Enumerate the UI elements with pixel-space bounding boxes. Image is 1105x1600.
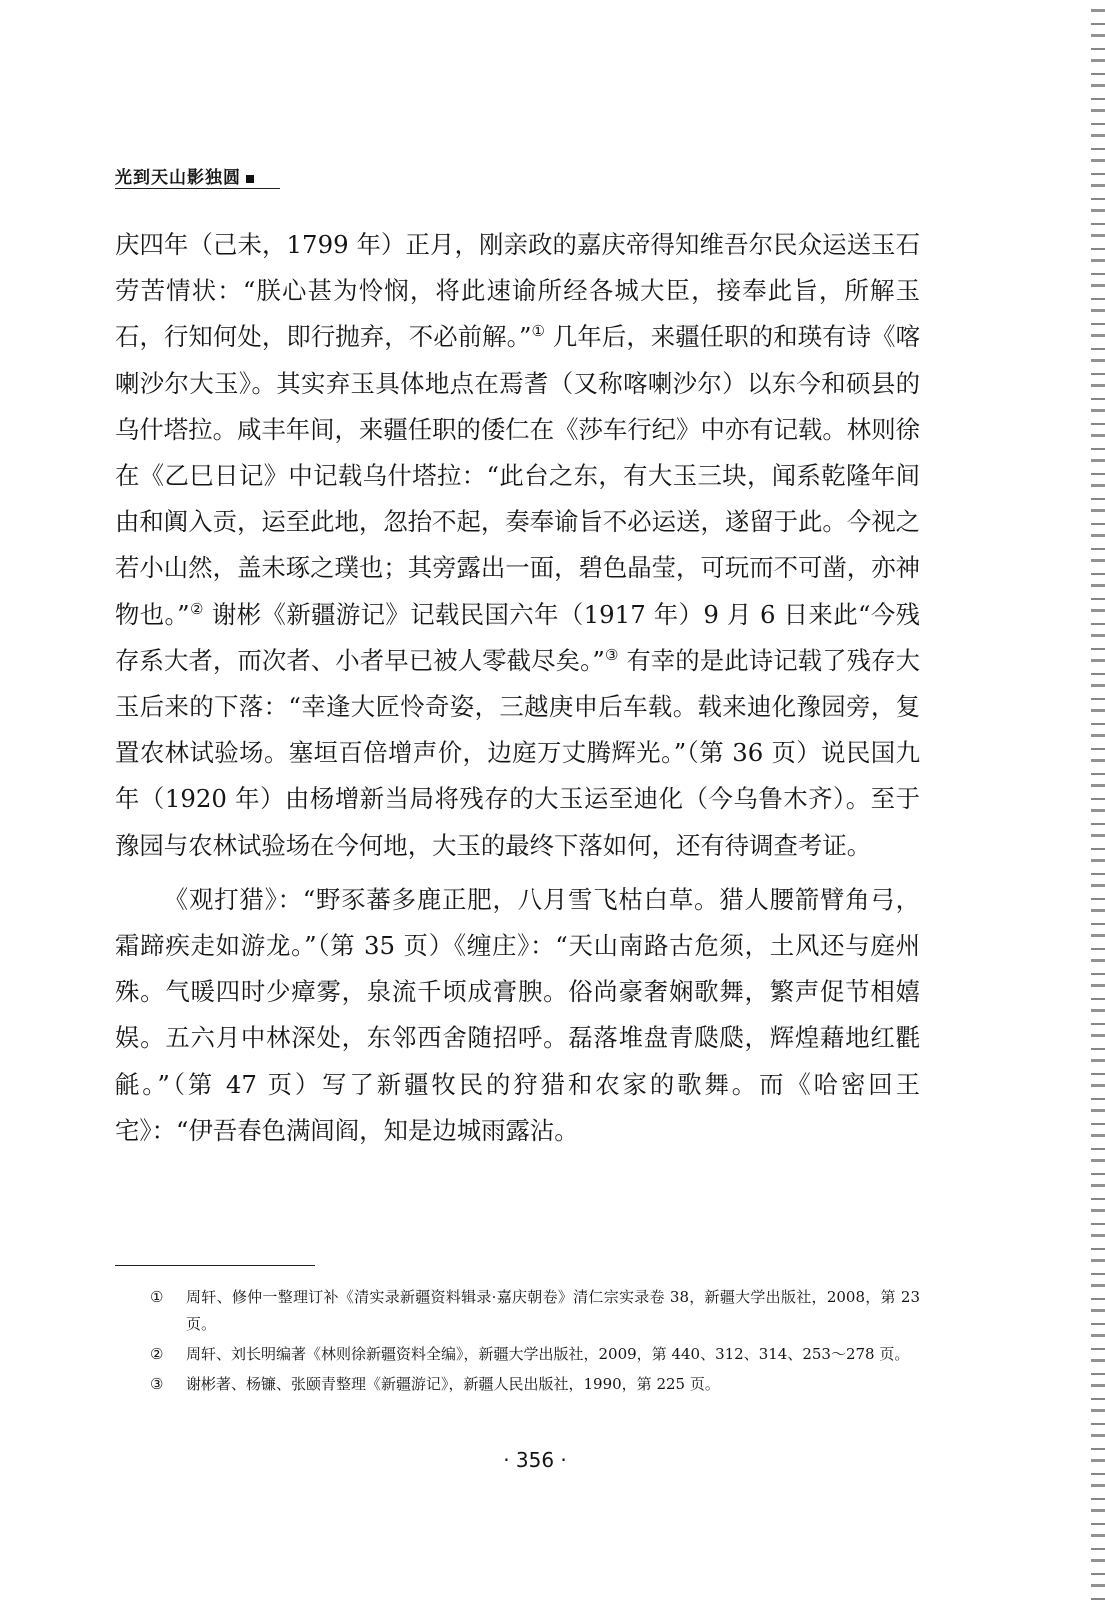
running-head-title: 光到天山影独圆 xyxy=(115,168,241,188)
footnote-text: 周轩、刘长明编著《林则徐新疆资料全编》，新疆大学出版社，2009，第 440、312、314、253～278 页。 xyxy=(186,1345,910,1363)
page-number: · 356 · xyxy=(503,1448,567,1472)
running-head xyxy=(115,163,254,188)
footnote-text: 谢彬著、杨镰、张颐青整理《新疆游记》，新疆人民出版社，1990，第 225 页。 xyxy=(186,1375,720,1393)
paragraph-1-part-c: 谢彬《新疆游记》记载民国六年（1917 年）9 月 6 日来此“今残存系大者，而次者、小者早已被人零截尽矣。” xyxy=(115,599,920,675)
footnote-ref-1[interactable]: ① xyxy=(531,322,546,341)
footnote-number: ③ xyxy=(150,1375,164,1393)
footnote-text: 周轩、修仲一整理订补《清实录新疆资料辑录·嘉庆朝卷》清仁宗实录卷 38，新疆大学出版社，2008，第 23 页。 xyxy=(186,1288,920,1333)
body-text xyxy=(115,222,920,1154)
paragraph-2: 《观打猎》：“野豕蕃多鹿正肥，八月雪飞枯白草。猎人腰箭臂角弓，霜蹄疾走如游龙。”（第 35 页）《缠庄》：“天山南路古危须，土风还与庭州殊。气暖四时少瘴雾，泉流千顷成膏腴。俗尚豪奢娴歌舞，繁声促节相嬉娱。五六月中林深处，东邻西舍随招呼。磊落堆盘青瓞瓞，辉煌藉地红氍毹。”（第 47 页）写了新疆牧民的狩猎和农家的歌舞。而《哈密回王宅》：“伊吾春色满闾阎，知是边城雨露沾。 xyxy=(115,884,920,1145)
footnote-ref-3[interactable]: ③ xyxy=(604,645,619,664)
running-head-rule xyxy=(115,188,280,189)
footnotes xyxy=(150,1284,920,1401)
footnote-ref-2[interactable]: ② xyxy=(189,599,204,618)
footnote-divider xyxy=(115,1265,315,1266)
paragraph-1-part-a: 庆四年（己未，1799 年）正月，刚亲政的嘉庆帝得知维吾尔民众运送玉石劳苦情状：“朕心甚为怜悯，将此速谕所经各城大臣，接奉此旨，所解玉石，行知何处，即行抛弃，不必前解。” xyxy=(115,230,920,352)
footnote-number: ① xyxy=(150,1288,164,1306)
scan-edge-artifact xyxy=(1091,0,1105,1600)
footnote-2 xyxy=(150,1341,920,1368)
paragraph-1 xyxy=(115,222,920,869)
paragraph-1-part-b: 几年后，来疆任职的和瑛有诗《喀喇沙尔大玉》。其实弃玉具体地点在焉耆（又称喀喇沙尔）以东今和硕县的乌什塔拉。咸丰年间，来疆任职的倭仁在《莎车行纪》中亦有记载。林则徐在《乙巳日记》中记载乌什塔拉：“此台之东，有大玉三块，闻系乾隆年间由和阗入贡，运至此地，忽抬不起，奏奉谕旨不必运送，遂留于此。今视之若小山然，盖未琢之璞也；其旁露出一面，碧色晶莹，可玩而不可凿，亦神物也。” xyxy=(115,322,920,629)
footnote-3 xyxy=(150,1371,920,1398)
paragraph-1-part-d: 有幸的是此诗记载了残存大玉后来的下落：“幸逢大匠怜奇姿，三越庚申后车载。载来迪化豫园旁，复置农林试验场。塞垣百倍增声价，边庭万丈腾辉光。”（第 36 页）说民国九年（1920 年）由杨增新当局将残存的大玉运至迪化（今乌鲁木齐）。至于豫园与农林试验场在今何地，大玉的最终下落如何，还有待调查考证。 xyxy=(115,645,920,860)
footnote-1 xyxy=(150,1284,920,1338)
running-head-square-icon xyxy=(246,175,254,183)
footnote-number: ② xyxy=(150,1345,164,1363)
